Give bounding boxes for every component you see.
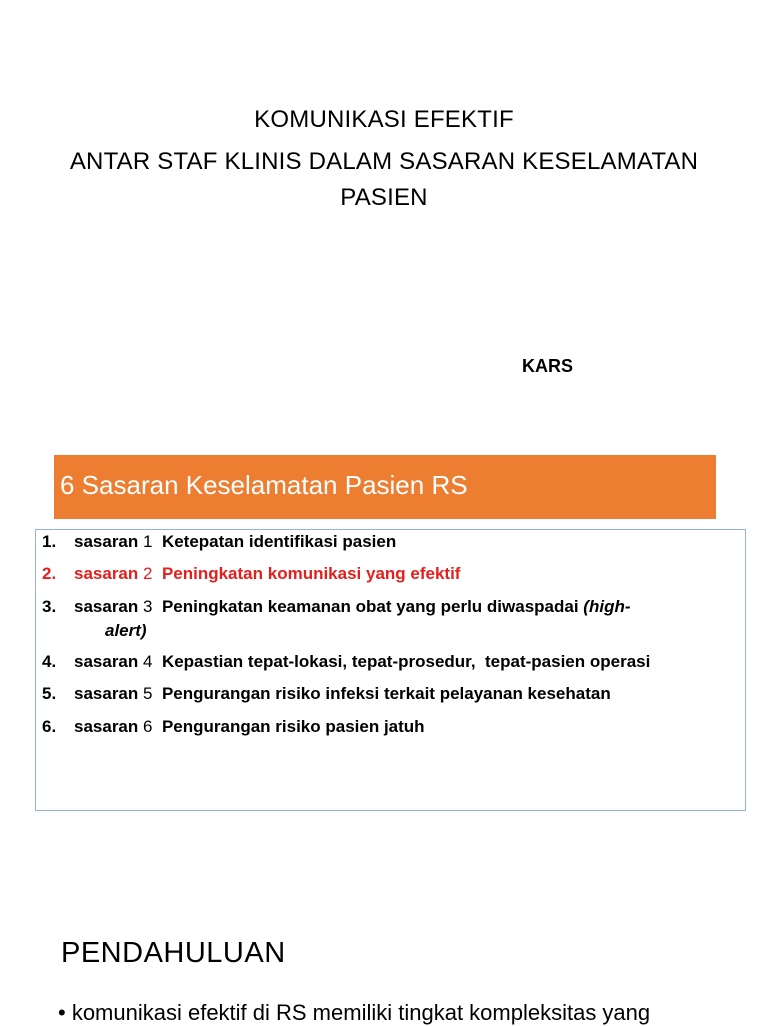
banner-title: 6 Sasaran Keselamatan Pasien RS	[60, 470, 468, 500]
list-item-prefix: sasaran	[74, 597, 139, 616]
list-item-prefix: sasaran	[74, 564, 139, 583]
list-item-number: 6.	[42, 717, 57, 736]
list-item-digit: 2	[143, 564, 153, 583]
list-item-number: 2.	[42, 564, 57, 583]
list-item-continuation: alert)	[105, 621, 147, 640]
list-item-desc: Ketepatan identifikasi pasien	[161, 532, 397, 551]
page-title-line-2: ANTAR STAF KLINIS DALAM SASARAN KESELAMATAN	[69, 148, 699, 175]
organization-label: KARS	[522, 356, 574, 376]
list-item	[42, 595, 631, 643]
list-item-number: 5.	[42, 684, 57, 703]
list-item-desc: Pengurangan risiko infeksi terkait pelayanan kesehatan	[161, 684, 611, 703]
list-item	[42, 650, 650, 674]
list-item-prefix: sasaran	[74, 532, 139, 551]
list-item-number: 1.	[42, 532, 57, 551]
list-item-desc: Pengurangan risiko pasien jatuh	[161, 717, 425, 736]
list-item-desc-italic: (high-	[583, 597, 631, 616]
section-banner	[54, 455, 716, 519]
list-item-highlighted	[42, 562, 460, 586]
goals-list-box	[35, 529, 746, 811]
page-title-line-1: KOMUNIKASI EFEKTIF	[254, 106, 514, 133]
list-item-digit: 4	[143, 652, 153, 671]
list-item-prefix: sasaran	[74, 717, 139, 736]
list-item-desc: Peningkatan komunikasi yang efektif	[161, 564, 461, 583]
list-item	[42, 682, 611, 706]
list-item-prefix: sasaran	[74, 684, 139, 703]
section-heading: PENDAHULUAN	[61, 937, 286, 969]
list-item-digit: 1	[143, 532, 153, 551]
list-item	[42, 530, 396, 554]
list-item-digit: 6	[143, 717, 153, 736]
list-item-desc: Kepastian tepat-lokasi, tepat-prosedur, tepat-pasien operasi	[161, 652, 651, 671]
list-item-digit: 3	[143, 597, 153, 616]
page-title-line-3: PASIEN	[340, 184, 428, 211]
list-item-prefix: sasaran	[74, 652, 139, 671]
list-item-desc: Peningkatan keamanan obat yang perlu diwaspadai	[161, 597, 579, 616]
list-item	[42, 715, 425, 739]
list-item-number: 3.	[42, 597, 57, 616]
bullet-text: • komunikasi efektif di RS memiliki tingkat kompleksitas yang	[58, 1000, 651, 1025]
list-item-digit: 5	[143, 684, 153, 703]
list-item-number: 4.	[42, 652, 57, 671]
